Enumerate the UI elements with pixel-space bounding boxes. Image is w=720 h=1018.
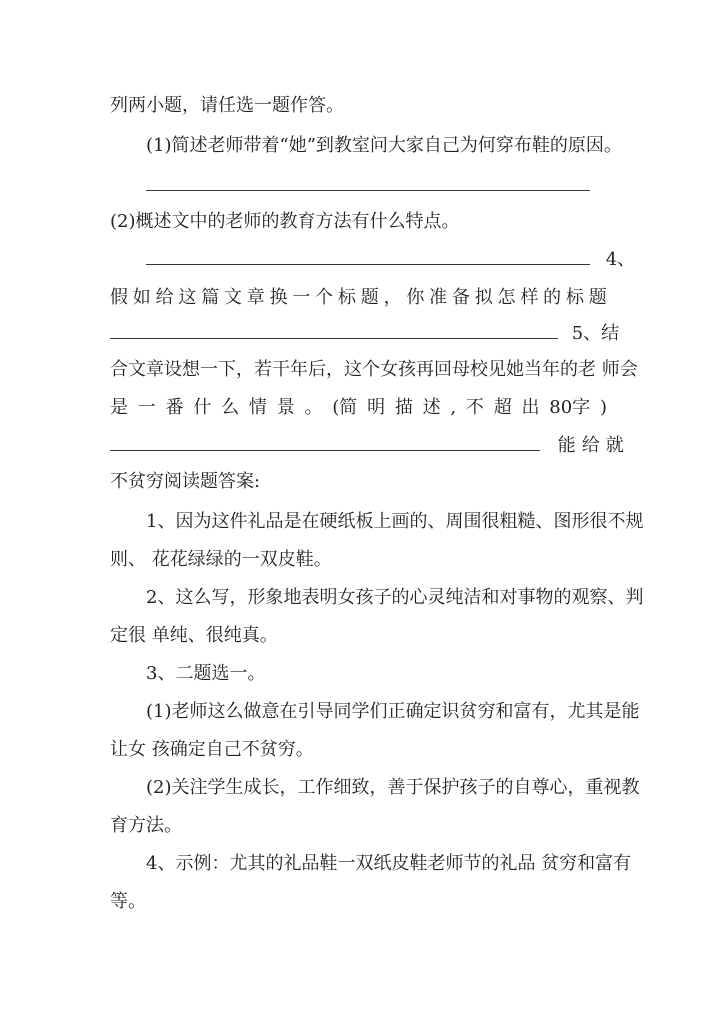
answer-blank-3[interactable] — [110, 314, 558, 339]
q4-char: 拟 — [474, 287, 493, 308]
q4-char: 这 — [178, 287, 197, 308]
answer-3-1-line-2: 让女 孩确定自己不贫穷。 — [110, 739, 314, 760]
answer-2-line-2: 定很 单纯、很纯真。 — [110, 625, 278, 646]
q4-char: 的 — [543, 287, 562, 308]
answer-blank-1[interactable] — [146, 166, 590, 191]
question-3-option-2: (2)概述文中的老师的教育方法有什么特点。 — [110, 211, 460, 232]
q4-char: 一 — [292, 287, 311, 308]
q4-char: 备 — [451, 287, 470, 308]
q4-char: 你 — [406, 287, 425, 308]
question-4-text — [110, 278, 607, 318]
q4-char: 假 — [110, 287, 128, 308]
q5-token: 不 — [465, 397, 484, 418]
answer-4-line-2: 等。 — [110, 891, 146, 912]
answer-3-2-line-1: (2)关注学生成长，工作细致，善于保护孩子的自尊心，重视教 — [146, 777, 640, 798]
q5-token: 番 — [165, 397, 184, 418]
q5-token: 景 — [276, 397, 295, 418]
question-5-number: 5、结 — [571, 323, 620, 344]
q5-token: 一 — [137, 397, 156, 418]
next-title-head: 能给就 — [557, 435, 630, 456]
answer-3-1-line-1: (1)老师这么做意在引导同学们正确定识贫穷和富有，尤其是能 — [146, 701, 640, 722]
q5-token: (简 — [332, 397, 358, 418]
answer-1-line-1: 1、因为这件礼品是在硬纸板上画的、周围很粗糙、图形很不规 — [146, 511, 644, 532]
q4-char: 准 — [429, 287, 448, 308]
q4-char: 标 — [337, 287, 356, 308]
answer-blank-1-row — [146, 166, 590, 206]
answer-blank-2[interactable] — [146, 240, 590, 265]
answer-blank-4[interactable] — [110, 426, 540, 451]
q5-token: 是 — [110, 397, 128, 418]
answer-1-line-2: 则、 花花绿绿的一双皮鞋。 — [110, 549, 332, 570]
q5-token: 描 — [394, 397, 413, 418]
q4-char: 给 — [155, 287, 174, 308]
question-3-intro: 列两小题，请任选一题作答。 — [110, 95, 344, 116]
q5-token: 80字 — [549, 397, 591, 418]
q4-char: 个 — [315, 287, 334, 308]
question-3-option-1: (1)简述老师带着“她”到教室问大家自己为何穿布鞋的原因。 — [146, 135, 622, 156]
q4-char: 标 — [565, 287, 584, 308]
q5-token: 什 — [193, 397, 212, 418]
q5-token: 情 — [248, 397, 267, 418]
q4-char: 文 — [223, 287, 242, 308]
q4-char: 如 — [132, 287, 151, 308]
question-5-requirement — [110, 388, 607, 428]
question-5-text: 合文章设想一下，若干年后，这个女孩再回母校见她当年的老 师会 — [110, 359, 638, 380]
q4-char: 换 — [269, 287, 288, 308]
answer-blank-4-row — [110, 426, 630, 466]
q5-token: 超 — [493, 397, 512, 418]
q4-char: 样 — [520, 287, 539, 308]
q4-char: 题 — [588, 287, 607, 308]
q5-token: 出 — [521, 397, 540, 418]
q5-token: 明 — [367, 397, 386, 418]
q5-token: ) — [599, 397, 607, 418]
q4-char: 题 — [360, 287, 379, 308]
answer-4-line-1: 4、示例：尤其的礼品鞋一双纸皮鞋老师节的礼品 贫穷和富有 — [146, 853, 632, 874]
answer-2-line-1: 2、这么写，形象地表明女孩子的心灵纯洁和对事物的观察、判 — [146, 587, 644, 608]
q4-char: ， — [383, 287, 402, 308]
q5-token: , — [450, 397, 457, 418]
q5-token: 。 — [304, 397, 323, 418]
question-4-number: 4、 — [605, 249, 636, 270]
q4-char: 篇 — [201, 287, 220, 308]
q5-token: 述 — [422, 397, 441, 418]
q4-char: 怎 — [497, 287, 516, 308]
answer-3-title: 3、二题选一。 — [146, 663, 266, 684]
answers-title: 不贫穷阅读题答案: — [110, 471, 261, 492]
q5-token: 么 — [221, 397, 240, 418]
q4-char: 章 — [246, 287, 265, 308]
answer-blank-3-row — [110, 314, 619, 354]
answer-blank-2-row — [146, 240, 635, 280]
answer-3-2-line-2: 育方法。 — [110, 815, 182, 836]
